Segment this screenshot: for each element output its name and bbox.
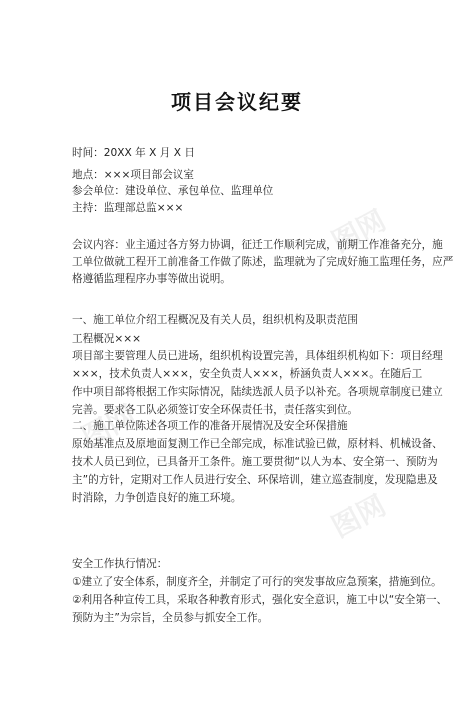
watermark: 图网	[326, 488, 392, 545]
section1-sub: 工程概况×××	[72, 333, 142, 345]
watermark: 图网	[326, 203, 392, 260]
safety-line: 预防为主”为宗旨，全员参与抓安全工作。	[72, 612, 269, 624]
section1-line: ×××，技术负责人×××，安全负责人×××，桥涵负责人×××。在随后工	[72, 368, 423, 380]
section2-line: 主”的方针，定期对工作人员进行安全、环保培训，建立巡查制度，发现隐患及	[72, 474, 438, 486]
intro-line: 工单位做就工程开工前准备工作做了陈述，监理就为了完成好施工监理任务，应严	[72, 256, 454, 268]
section2-line: 原始基准点及原地面复测工作已全部完成，标准试验已做，原材料、机械设备、	[72, 438, 443, 450]
meta-attendees: 参会单位：建设单位、承包单位、监理单位	[72, 185, 274, 197]
safety-line: ②利用各种宣传工具，采取各种教育形式，强化安全意识，施工中以“安全第一、	[72, 594, 448, 606]
meta-location: 地点：×××项目部会议室	[72, 169, 194, 181]
section2-line: 时消除，力争创造良好的施工环境。	[72, 492, 242, 504]
page-title: 项目会议纪要	[171, 90, 303, 114]
intro-line: 格遵循监理程序办事等做出说明。	[72, 273, 231, 285]
intro-line: 会议内容：业主通过各方努力协调，征迁工作顺利完成，前期工作准备充分，施	[72, 239, 443, 251]
section1-heading: 一、施工单位介绍工程概况及有关人员，组织机构及职责范围	[72, 314, 359, 326]
section2-heading: 二、施工单位陈述各项工作的准备开展情况及安全环保措施	[72, 420, 348, 432]
section1-line: 完善。要求各工队必须签订安全环保责任书，责任落实到位。	[72, 404, 359, 416]
section1-line: 项目部主要管理人员已进场，组织机构设置完善，具体组织机构如下：项目经理	[72, 350, 443, 362]
safety-line: ①建立了安全体系，制度齐全，并制定了可行的突发事故应急预案，措施到位。	[72, 576, 442, 588]
section2-line: 技术人员已到位，已具备开工条件。施工要贯彻“以人为本、安全第一、预防为	[72, 456, 438, 468]
watermark: 图网	[76, 398, 142, 455]
meta-time: 时间：20XX 年 X 月 X 日	[72, 147, 195, 159]
section1-line: 作中项目部将根据工作实际情况，陆续选派人员予以补充。各项规章制度已建立	[72, 386, 443, 398]
meta-host: 主持：监理部总监×××	[72, 202, 184, 214]
safety-heading: 安全工作执行情况：	[72, 558, 168, 570]
